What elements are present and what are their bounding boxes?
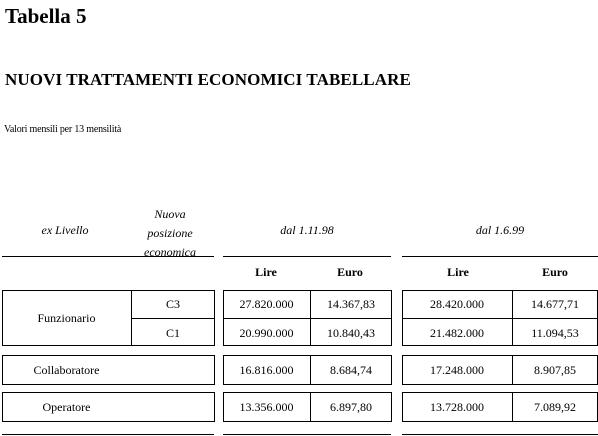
header-period-2: dal 1.6.99: [475, 223, 525, 237]
table-row-c3-lire2: 28.420.000: [430, 297, 484, 311]
table-row-c3-lire1: 27.820.000: [239, 297, 294, 311]
header-period-1: dal 1.11.98: [280, 223, 334, 237]
table-row-c3-pos: C3: [165, 297, 180, 311]
table-row-c3-euro2: 14.677,71: [531, 297, 579, 311]
operatore-label: Operatore: [42, 400, 91, 414]
funzionario-left-mid: [131, 318, 215, 319]
table-row-operatore-lire1: 13.356.000: [239, 400, 294, 414]
header-posizione: [130, 205, 210, 262]
table-row-operatore-lire2: 13.728.000: [430, 400, 484, 414]
table-row-collaboratore-lire1: 16.816.000: [239, 363, 294, 377]
header-posizione-line3: economica: [144, 245, 196, 259]
table-row-collaboratore-euro1: 8.684,74: [330, 363, 372, 377]
funzionario-period2-mid: [402, 318, 598, 319]
table-row-operatore-euro1: 6.897,80: [330, 400, 372, 414]
header-posizione-line1: Nuova: [154, 207, 186, 221]
note-text: Valori mensili per 13 mensilità: [4, 124, 122, 135]
collaboratore-label: Collaboratore: [33, 363, 100, 377]
table-row-c1-euro1: 10.840,43: [327, 326, 375, 340]
table-row-c1-pos: C1: [165, 326, 180, 340]
subheader-euro-2: Euro: [542, 265, 568, 279]
page-title: Tabella 5: [5, 4, 87, 28]
table-row-c3-euro1: 14.367,83: [327, 297, 375, 311]
header-livello: ex Livello: [41, 223, 89, 237]
table-row-c1-lire1: 20.990.000: [239, 326, 294, 340]
table-row-c1-euro2: 11.094,53: [531, 326, 579, 340]
table-subtitle: NUOVI TRATTAMENTI ECONOMICI TABELLARE: [5, 70, 411, 89]
footer-rule-period-2: [402, 434, 598, 435]
table-row-c1-lire2: 21.482.000: [430, 326, 484, 340]
header-posizione-line2: posizione: [147, 226, 193, 240]
header-rule-period-2: [402, 256, 598, 257]
header-rule-left: [2, 256, 214, 257]
table-row-collaboratore-lire2: 17.248.000: [430, 363, 484, 377]
subheader-euro-1: Euro: [337, 265, 363, 279]
table-row-operatore-euro2: 7.089,92: [534, 400, 576, 414]
subheader-lire-2: Lire: [447, 265, 469, 279]
header-rule-period-1: [223, 256, 391, 257]
footer-rule-left: [2, 434, 214, 435]
footer-rule-period-1: [223, 434, 391, 435]
table-row-collaboratore-euro2: 8.907,85: [534, 363, 576, 377]
subheader-lire-1: Lire: [255, 265, 277, 279]
funzionario-period1-mid: [223, 318, 392, 319]
funzionario-label: Funzionario: [37, 311, 96, 325]
